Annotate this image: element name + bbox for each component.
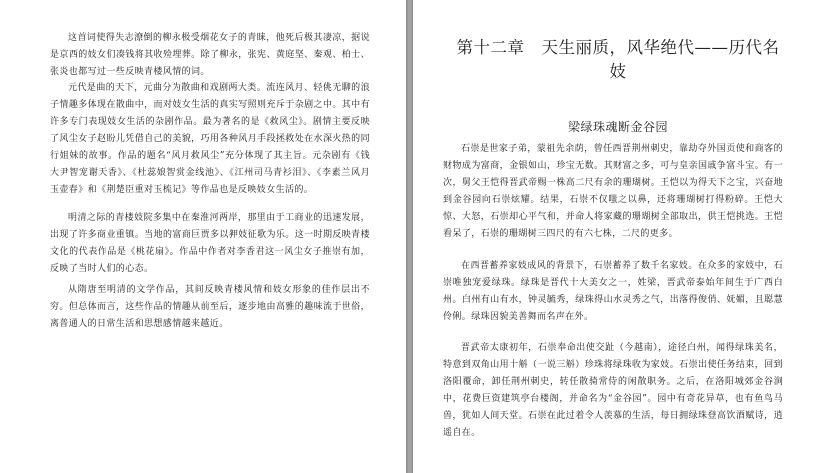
section-title: 梁绿珠魂断金谷园 [567,120,668,134]
left-page [0,0,406,473]
paragraph: 在西晋蓄养家妓成风的背景下，石崇蓄养了数千名家妓。在众多的家妓中，石崇唯独宠爱绿珠。绿珠是晋代十大美女之一，姓梁，晋武帝泰始年间生于广西白州。白州有山有水，钟灵毓秀，绿珠得山水灵秀之气，出落得俊俏、妩媚，且聪慧伶俐。绿珠因貌美善舞而名声在外。 [443,261,783,322]
paragraph: 晋武帝太康初年，石崇奉命出使交趾（今越南），途径白州，闻得绿珠美名，特意到双角山用十斛（一说三斛）珍珠将绿珠收为家妓。石崇出使任务结束，回到洛阳覆命，卸任荆州刺史，转任散骑常侍的闲散职务。之后，在洛阳城郊金谷涧中，花费巨资建筑亭台楼阁，并命名为“金谷园”。园中有奇花异草，也有鱼鸟马兽，犹如人间天堂。石崇在此过着令人羡慕的生活，每日拥绿珠登高饮酒赋诗，逍遥自在。 [443,343,783,438]
paragraph: 元代是曲的天下，元曲分为散曲和戏剧两大类。流连风月、轻佻无聊的浪子情趣多体现在散曲中，而对妓女生活的真实写照则充斥于杂剧之中。其中有许多专门表现妓女生活的杂剧作品。最为著名的是《救风尘》。剧情主要反映了风尘女子赵盼儿凭借自己的美貌，巧用各种风月手段拯救处在水深火热的同行姐妹的故事。作品的题名“风月救风尘”充分体现了其主旨。元杂剧有《钱大尹智宠谢天香》、《杜蕊娘智赏金线池》、《江州司马青衫泪》、《李素兰风月玉壶春》和《荆楚臣重对玉梳记》等作品也是反映妓女生活的。 [50,83,370,195]
paragraph: 明清之际的青楼妓院多集中在秦淮河两岸，那里由于工商业的迅速发展，出现了许多商业重镇。当地的富商巨贾多以狎妓征歌为乐。这一时期反映青楼文化的代表作品是《桃花扇》。作品中作者对李香君这一风尘女子推崇有加，反映了当时人们的心态。 [50,213,370,274]
paragraph: 从隋唐至明清的文学作品，其间反映青楼风情和妓女形象的佳作层出不穷。但总体而言，这些作品的情趣从前至后，逐步地由高雅的趣味流于世俗，离普通人的日常生活和思想感情越来越近。 [50,285,370,329]
paragraph: 这首词使得失志潦倒的柳永极受烟花女子的青睐，他死后极其凄凉，据说是京西的妓女们凑钱将其收殓埋葬。除了柳永，张宪、黄庭坚、秦观、柏士、张炎也都写过一些反映青楼风情的词。 [50,33,370,77]
right-page [413,0,819,473]
chapter-title: 第十二章 天生丽质，风华绝代——历代名妓 [456,38,780,81]
paragraph: 石崇是世家子弟，蒙祖先余荫，曾任西晋荆州刺史，靠劫夺外国贡使和商客的财物成为富商，金银如山，珍宝无数。其财富之多，可与皇亲国戚争富斗宝。有一次，舅父王恺得晋武帝赐一株高二尺有余的珊瑚树。王恺以为得天下之宝，兴奋地到金谷园向石崇炫耀。结果，石崇不仅嗤之以鼻，还将珊瑚树打得粉碎。王恺大惊、大怒，石崇却心平气和，并命人将家藏的珊瑚树全部取出，供王恺挑选。王恺看呆了，石崇的珊瑚树三四尺的有六七株，二尺的更多。 [443,144,783,239]
page-gutter [406,0,413,473]
